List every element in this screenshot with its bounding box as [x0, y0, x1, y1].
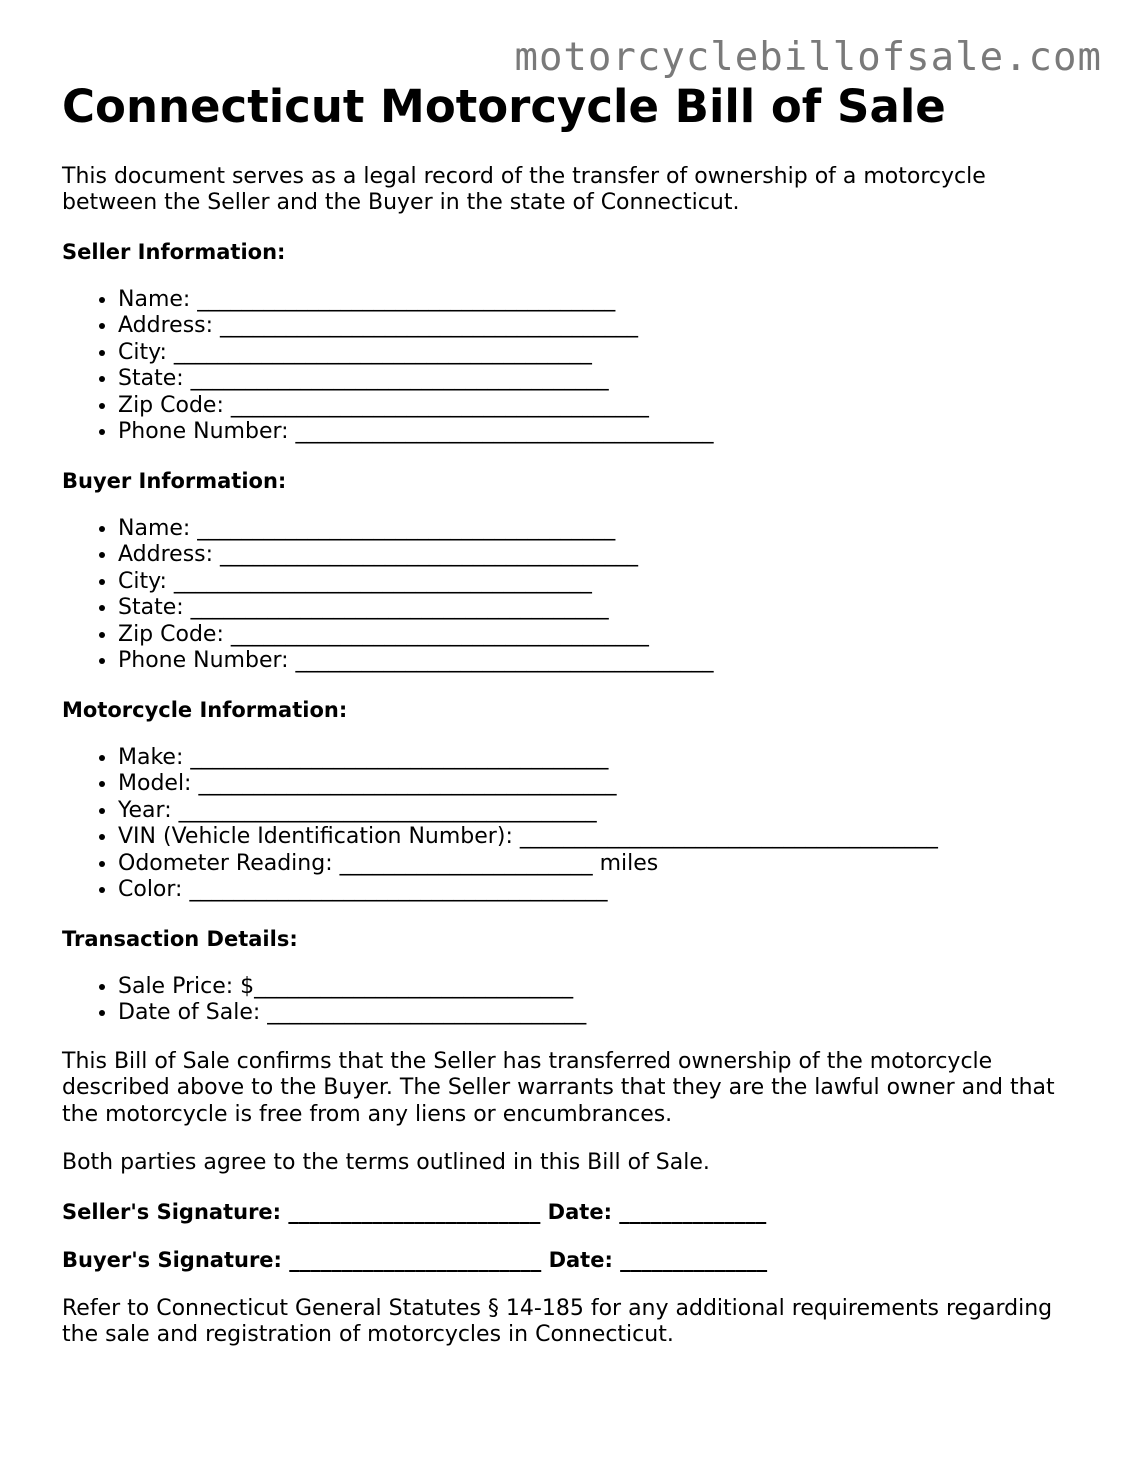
agreement-paragraph: Both parties agree to the terms outlined in this Bill of Sale.: [62, 1150, 710, 1175]
sale-date-field: • Date of Sale: _____________________________: [118, 1000, 1082, 1027]
buyer-name-field: • Name: ______________________________________: [118, 516, 1082, 543]
seller-heading: Seller Information:: [62, 239, 286, 264]
motorcycle-fields: [62, 745, 1082, 904]
buyer-heading: Buyer Information:: [62, 468, 287, 493]
seller-city-field: • City: ______________________________________: [118, 340, 1082, 367]
buyer-fields: [62, 516, 1082, 675]
motorcycle-heading: Motorcycle Information:: [62, 697, 348, 722]
sale-price-field: • Sale Price: $_____________________________: [118, 974, 1082, 1001]
seller-phone-field: • Phone Number: ______________________________________: [118, 419, 1082, 446]
motorcycle-year-field: • Year: ______________________________________: [118, 798, 1082, 825]
seller-name-field: • Name: ______________________________________: [118, 287, 1082, 314]
seller-state-field: • State: ______________________________________: [118, 366, 1082, 393]
motorcycle-color-field: • Color: ______________________________________: [118, 877, 1082, 904]
buyer-signature-line: Buyer's Signature: ________________________ Date: ______________: [62, 1248, 768, 1272]
transaction-heading: Transaction Details:: [62, 926, 298, 951]
motorcycle-make-field: • Make: ______________________________________: [118, 745, 1082, 772]
motorcycle-vin-field: • VIN (Vehicle Identification Number): ______________________________________: [118, 824, 1082, 851]
transaction-fields: [62, 974, 1082, 1027]
buyer-state-field: • State: ______________________________________: [118, 595, 1082, 622]
seller-address-field: • Address: ______________________________________: [118, 313, 1082, 340]
buyer-address-field: • Address: ______________________________________: [118, 542, 1082, 569]
seller-signature-line: Seller's Signature: ________________________ Date: ______________: [62, 1199, 767, 1224]
intro-paragraph: This document serves as a legal record of the transfer of ownership of a motorcycle between the Seller and the Buyer in the state of Connecticut.: [62, 163, 986, 215]
seller-fields: [62, 287, 1082, 446]
watermark: motorcyclebillofsale.com: [514, 35, 1102, 80]
buyer-zip-field: • Zip Code: ______________________________________: [118, 622, 1082, 649]
document-title: Connecticut Motorcycle Bill of Sale: [62, 80, 946, 133]
seller-zip-field: • Zip Code: ______________________________________: [118, 393, 1082, 420]
motorcycle-model-field: • Model: ______________________________________: [118, 771, 1082, 798]
buyer-phone-field: • Phone Number: ______________________________________: [118, 648, 1082, 675]
document-page: [62, 82, 1082, 1371]
confirmation-paragraph: This Bill of Sale confirms that the Seller has transferred ownership of the motorcycle described above to the Buyer. The Seller warrants that they are the lawful owner and that the motorcycle is free from any liens or encumbrances.: [62, 1048, 1055, 1127]
statute-footer: Refer to Connecticut General Statutes § 14-185 for any additional requirements regarding the sale and registration of motorcycles in Connecticut.: [62, 1295, 1053, 1347]
buyer-city-field: • City: ______________________________________: [118, 569, 1082, 596]
motorcycle-odometer-field: • Odometer Reading: _______________________ miles: [118, 851, 1082, 878]
